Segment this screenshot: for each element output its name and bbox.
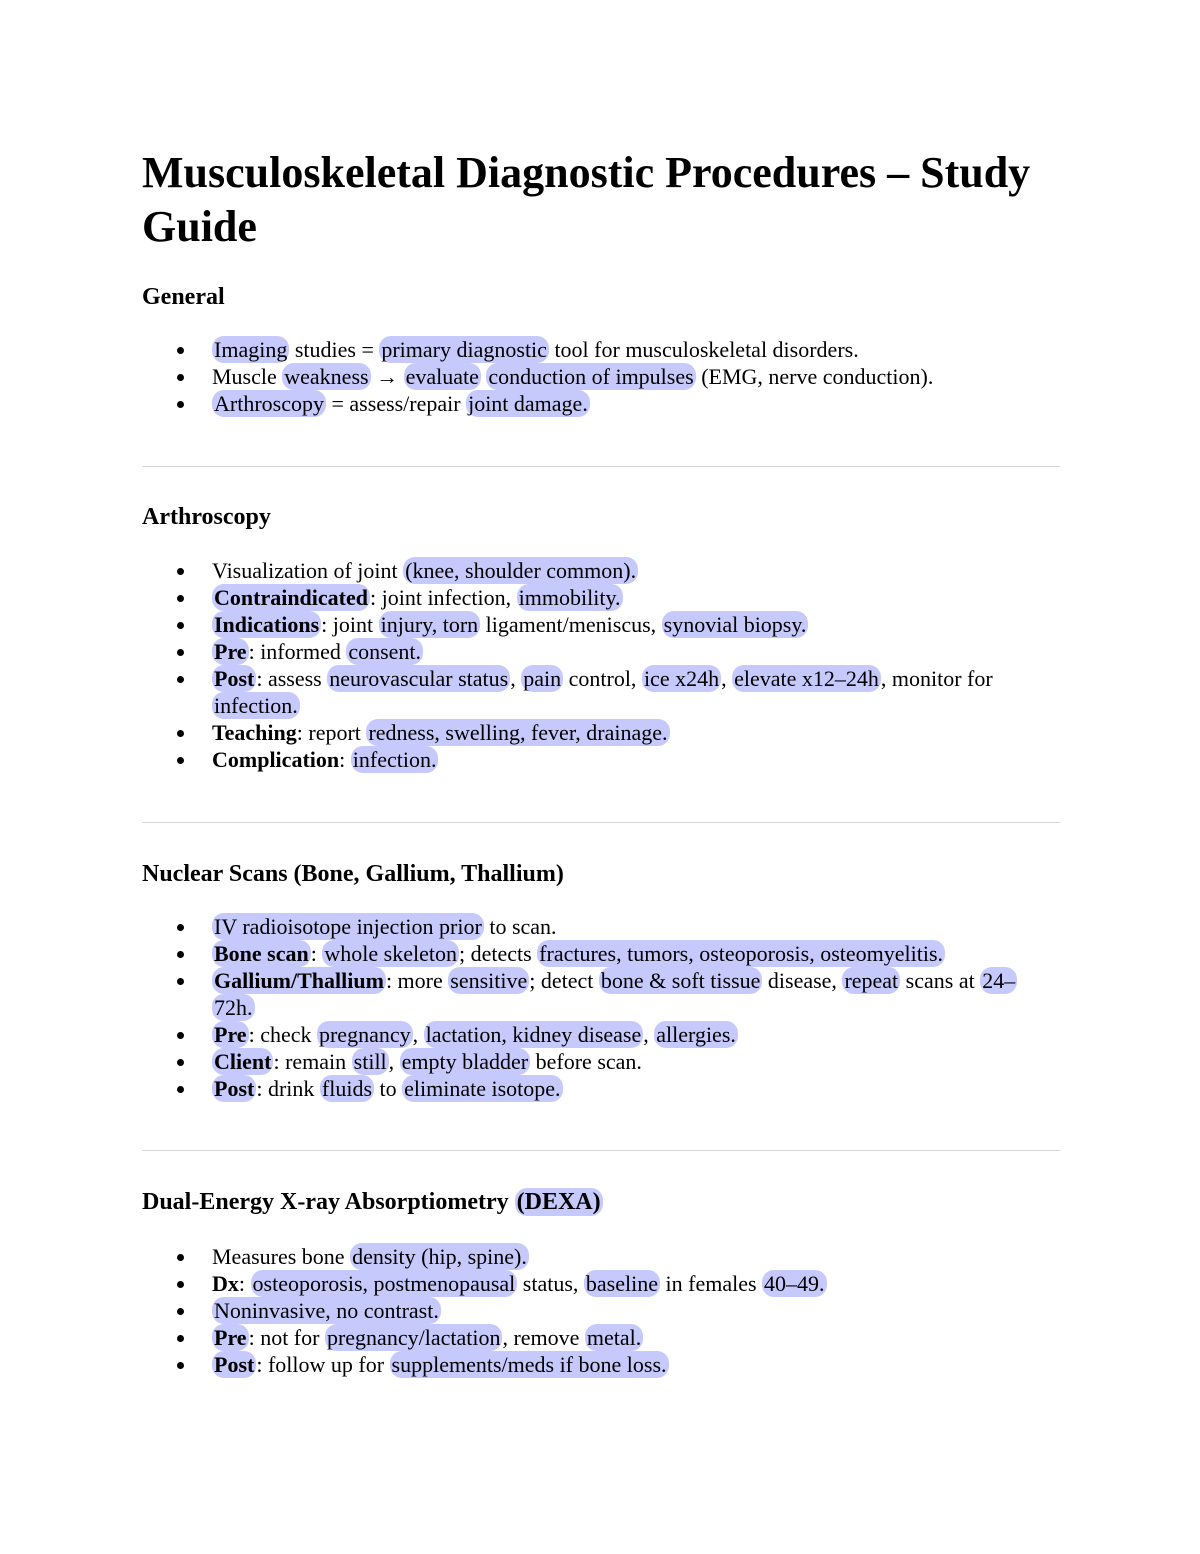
section-heading: General [142, 284, 225, 310]
section-nuclear-scans [142, 860, 1060, 1101]
section-general [142, 283, 1060, 416]
list-item: Post: assess neurovascular status, pain control, ice x24h, elevate x12–24h, monitor for infection. [142, 665, 1037, 719]
list-item: Gallium/Thallium: more sensitive; detect bone & soft tissue disease, repeat scans at 24–72h. [142, 967, 1037, 1021]
page-title: Musculoskeletal Diagnostic Procedures – Study Guide [142, 148, 1031, 251]
list-item: Arthroscopy = assess/repair joint damage. [142, 390, 1037, 417]
section-dexa [142, 1188, 1060, 1377]
list-item: Imaging studies = primary diagnostic tool for musculoskeletal disorders. [142, 336, 1037, 363]
section-heading: Dual-Energy X-ray Absorptiometry (DEXA) [142, 1189, 601, 1215]
bullet-list [142, 1243, 1037, 1378]
list-item: Contraindicated: joint infection, immobility. [142, 584, 1037, 611]
list-item: Pre: check pregnancy, lactation, kidney disease, allergies. [142, 1021, 1037, 1048]
list-item: Teaching: report redness, swelling, fever, drainage. [142, 719, 1037, 746]
list-item: Client: remain still, empty bladder before scan. [142, 1048, 1037, 1075]
section-heading: Nuclear Scans (Bone, Gallium, Thallium) [142, 861, 564, 887]
list-item: Visualization of joint (knee, shoulder common). [142, 557, 1037, 584]
list-item: Pre: informed consent. [142, 638, 1037, 665]
divider [142, 822, 1060, 823]
section-arthroscopy [142, 503, 1060, 772]
list-item: Muscle weakness → evaluate conduction of impulses (EMG, nerve conduction). [142, 363, 1037, 390]
list-item: Indications: joint injury, torn ligament/meniscus, synovial biopsy. [142, 611, 1037, 638]
bullet-list [142, 336, 1037, 417]
divider [142, 1150, 1060, 1151]
list-item: IV radioisotope injection prior to scan. [142, 913, 1037, 940]
list-item: Noninvasive, no contrast. [142, 1297, 1037, 1324]
list-item: Bone scan: whole skeleton; detects fractures, tumors, osteoporosis, osteomyelitis. [142, 940, 1037, 967]
bullet-list [142, 557, 1037, 773]
list-item: Measures bone density (hip, spine). [142, 1243, 1037, 1270]
section-heading: Arthroscopy [142, 504, 271, 530]
list-item: Pre: not for pregnancy/lactation, remove metal. [142, 1324, 1037, 1351]
divider [142, 466, 1060, 467]
list-item: Dx: osteoporosis, postmenopausal status, baseline in females 40–49. [142, 1270, 1037, 1297]
list-item: Complication: infection. [142, 746, 1037, 773]
bullet-list [142, 913, 1037, 1102]
list-item: Post: drink fluids to eliminate isotope. [142, 1075, 1037, 1102]
list-item: Post: follow up for supplements/meds if bone loss. [142, 1351, 1037, 1378]
